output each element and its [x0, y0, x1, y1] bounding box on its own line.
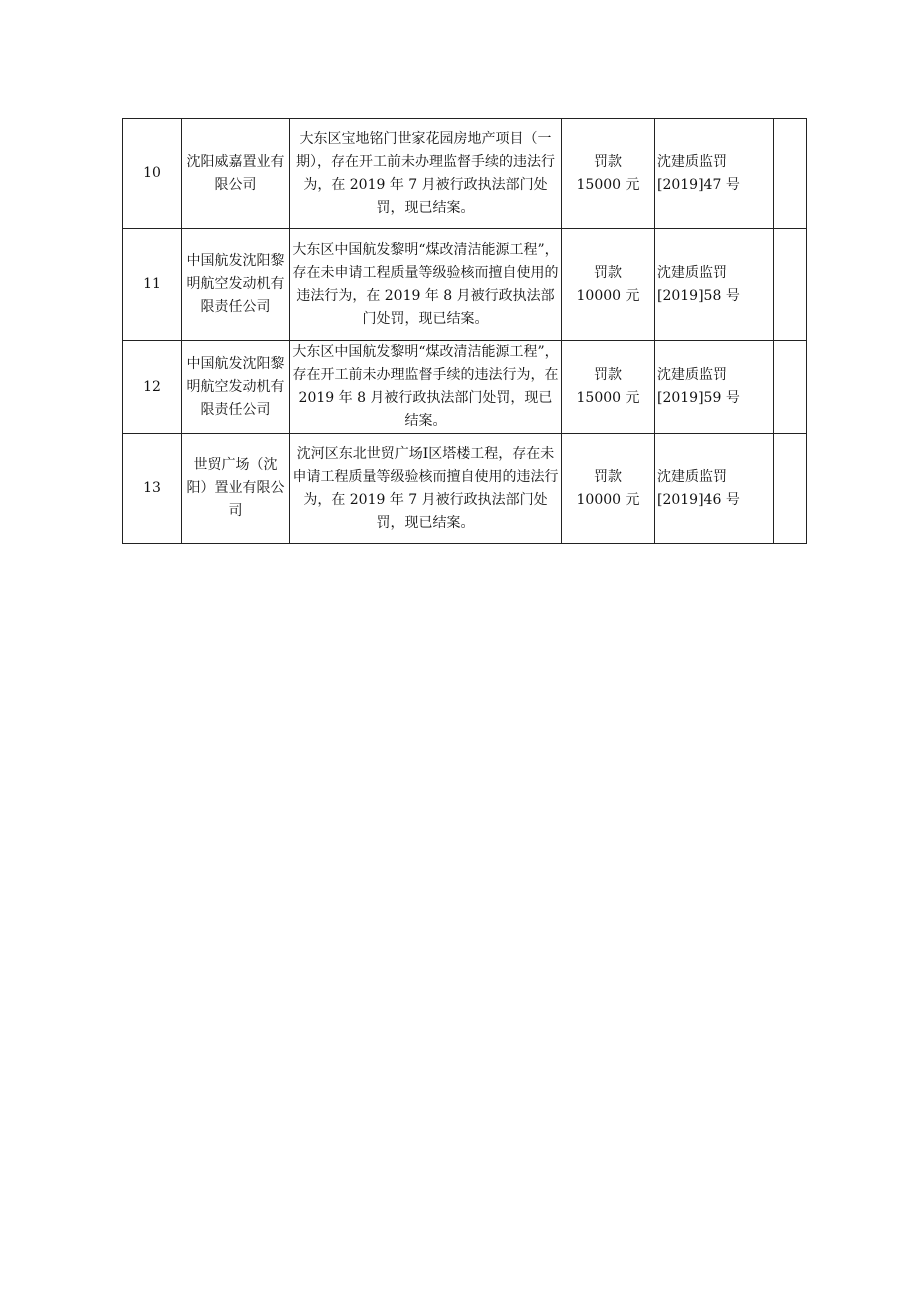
penalty-records-table [122, 118, 807, 544]
record-number: 11 [123, 229, 182, 341]
decision-document-cell [655, 229, 774, 341]
penalty-label: 罚款 [594, 367, 622, 383]
penalty-amount: 15000 元 [576, 390, 640, 406]
penalty-label: 罚款 [594, 264, 622, 281]
penalty-amount: 10000 元 [576, 491, 640, 508]
decision-document-cell [655, 119, 774, 229]
decision-doc-prefix: 沈建质监罚 [657, 468, 727, 485]
violation-description: 大东区中国航发黎明“煤改清洁能源工程”，存在开工前未办理监督手续的违法行为，在 2019 年 8 月被行政执法部门处罚，现已结案。 [290, 341, 562, 434]
record-number: 13 [123, 434, 182, 544]
penalty-cell [562, 434, 655, 544]
company-name: 沈阳威嘉置业有限公司 [182, 119, 290, 229]
decision-doc-number: [2019]58 号 [657, 287, 740, 304]
company-name: 世贸广场（沈阳）置业有限公司 [182, 434, 290, 544]
decision-doc-number: [2019]59 号 [657, 390, 740, 406]
decision-document-cell [655, 341, 774, 434]
remarks-cell [774, 119, 807, 229]
table-row [123, 229, 807, 341]
decision-doc-prefix: 沈建质监罚 [657, 153, 727, 170]
remarks-cell [774, 341, 807, 434]
table-row [123, 119, 807, 229]
remarks-cell [774, 434, 807, 544]
record-number: 10 [123, 119, 182, 229]
company-name: 中国航发沈阳黎明航空发动机有限责任公司 [182, 341, 290, 434]
penalty-label: 罚款 [594, 468, 622, 485]
penalty-cell [562, 229, 655, 341]
table-row [123, 434, 807, 544]
decision-doc-prefix: 沈建质监罚 [657, 264, 727, 281]
table-row [123, 341, 807, 434]
decision-doc-number: [2019]47 号 [657, 176, 740, 193]
remarks-cell [774, 229, 807, 341]
decision-doc-prefix: 沈建质监罚 [657, 367, 727, 383]
penalty-label: 罚款 [594, 153, 622, 170]
violation-description: 大东区中国航发黎明“煤改清洁能源工程”，存在未申请工程质量等级验核而擅自使用的违法行为，在 2019 年 8 月被行政执法部门处罚，现已结案。 [290, 229, 562, 341]
record-number: 12 [123, 341, 182, 434]
violation-description: 大东区宝地铭门世家花园房地产项目（一期），存在开工前未办理监督手续的违法行为，在 2019 年 7 月被行政执法部门处罚，现已结案。 [290, 119, 562, 229]
violation-description: 沈河区东北世贸广场Ⅰ区塔楼工程，存在未申请工程质量等级验核而擅自使用的违法行为，在 2019 年 7 月被行政执法部门处罚，现已结案。 [290, 434, 562, 544]
decision-doc-number: [2019]46 号 [657, 491, 740, 508]
penalty-amount: 15000 元 [576, 176, 640, 193]
penalty-cell [562, 341, 655, 434]
company-name: 中国航发沈阳黎明航空发动机有限责任公司 [182, 229, 290, 341]
penalty-amount: 10000 元 [576, 287, 640, 304]
penalty-cell [562, 119, 655, 229]
decision-document-cell [655, 434, 774, 544]
